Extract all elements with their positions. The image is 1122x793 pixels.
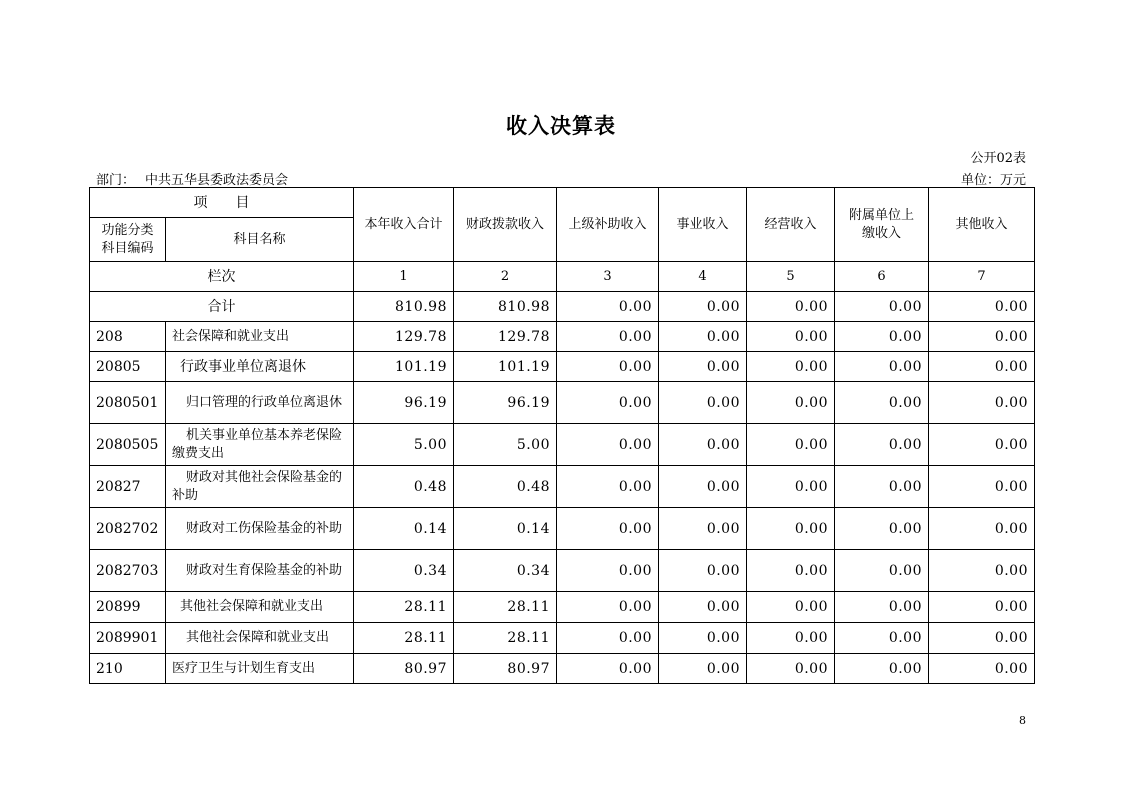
- row-value: 0.00: [659, 466, 747, 508]
- row-value: 5.00: [454, 424, 557, 466]
- row-value: 0.00: [929, 592, 1035, 623]
- col-number: 3: [557, 262, 659, 292]
- row-value: 0.00: [835, 466, 929, 508]
- total-value: 0.00: [835, 292, 929, 322]
- row-value: 0.00: [835, 592, 929, 623]
- col-number: 2: [454, 262, 557, 292]
- row-value: 28.11: [354, 592, 454, 623]
- row-value: 0.00: [929, 322, 1035, 352]
- row-value: 0.00: [659, 322, 747, 352]
- row-value: 0.00: [557, 592, 659, 623]
- department-line: [96, 169, 298, 188]
- row-value: 28.11: [454, 623, 557, 654]
- row-value: 0.14: [354, 508, 454, 550]
- row-name: 医疗卫生与计划生育支出: [166, 654, 354, 684]
- row-value: 0.00: [557, 352, 659, 382]
- row-value: 0.14: [454, 508, 557, 550]
- row-value: 28.11: [354, 623, 454, 654]
- row-value: 0.00: [747, 508, 835, 550]
- row-value: 0.00: [557, 654, 659, 684]
- row-value: 0.00: [835, 382, 929, 424]
- row-code: 210: [90, 654, 166, 684]
- table-row: [90, 592, 1035, 623]
- row-value: 0.00: [929, 424, 1035, 466]
- row-value: 0.00: [747, 466, 835, 508]
- row-value: 101.19: [354, 352, 454, 382]
- row-value: 0.00: [747, 654, 835, 684]
- table-row: [90, 466, 1035, 508]
- row-value: 0.00: [659, 424, 747, 466]
- row-value: 129.78: [454, 322, 557, 352]
- total-value: 0.00: [557, 292, 659, 322]
- row-code: 20899: [90, 592, 166, 623]
- row-value: 0.00: [557, 424, 659, 466]
- row-value: 0.00: [929, 466, 1035, 508]
- table-row: [90, 352, 1035, 382]
- total-value: 810.98: [354, 292, 454, 322]
- row-code: 2080505: [90, 424, 166, 466]
- column-index-row: [90, 262, 1035, 292]
- header-item: 项 目: [90, 188, 354, 218]
- col-number: 4: [659, 262, 747, 292]
- row-value: 0.00: [835, 654, 929, 684]
- row-value: 0.00: [835, 623, 929, 654]
- row-name: 财政对工伤保险基金的补助: [166, 508, 354, 550]
- row-value: 0.00: [929, 550, 1035, 592]
- row-value: 0.00: [835, 550, 929, 592]
- header-col-1: 本年收入合计: [354, 188, 454, 262]
- total-value: 0.00: [659, 292, 747, 322]
- row-value: 80.97: [354, 654, 454, 684]
- row-code: 2089901: [90, 623, 166, 654]
- row-value: 0.00: [747, 352, 835, 382]
- row-value: 0.00: [835, 424, 929, 466]
- row-value: 0.00: [747, 550, 835, 592]
- row-value: 0.00: [659, 382, 747, 424]
- total-label: 合计: [90, 292, 354, 322]
- col-number: 7: [929, 262, 1035, 292]
- row-value: 0.00: [659, 550, 747, 592]
- page-title: 收入决算表: [506, 113, 616, 138]
- col-number: 1: [354, 262, 454, 292]
- row-value: 0.00: [747, 322, 835, 352]
- form-number: 公开02表: [970, 151, 1026, 166]
- row-name: 机关事业单位基本养老保险缴费支出: [166, 424, 354, 466]
- row-value: 0.00: [929, 654, 1035, 684]
- row-value: 0.00: [659, 352, 747, 382]
- row-value: 0.00: [659, 623, 747, 654]
- row-value: 0.00: [557, 466, 659, 508]
- table-row: [90, 508, 1035, 550]
- row-value: 0.48: [454, 466, 557, 508]
- income-table: [89, 187, 1035, 684]
- row-value: 0.00: [929, 508, 1035, 550]
- row-value: 0.00: [929, 382, 1035, 424]
- row-value: 0.00: [557, 322, 659, 352]
- row-value: 0.00: [659, 592, 747, 623]
- header-col-5: 经营收入: [747, 188, 835, 262]
- total-value: 0.00: [929, 292, 1035, 322]
- department-name: 中共五华县委政法委员会: [145, 173, 289, 188]
- header-row-1: [90, 188, 1035, 218]
- row-value: 0.00: [835, 352, 929, 382]
- header-name: 科目名称: [166, 218, 354, 262]
- row-value: 0.34: [354, 550, 454, 592]
- row-value: 0.00: [557, 508, 659, 550]
- header-col-4: 事业收入: [659, 188, 747, 262]
- row-value: 0.00: [747, 424, 835, 466]
- department-label: 部门：: [96, 173, 136, 188]
- row-value: 0.00: [659, 654, 747, 684]
- table-row: [90, 322, 1035, 352]
- table-row: [90, 424, 1035, 466]
- total-value: 0.00: [747, 292, 835, 322]
- row-name: 其他社会保障和就业支出: [166, 623, 354, 654]
- total-row: [90, 292, 1035, 322]
- row-value: 0.00: [835, 322, 929, 352]
- row-value: 0.00: [557, 550, 659, 592]
- row-value: 0.00: [929, 352, 1035, 382]
- header-col-6: 附属单位上缴收入: [835, 188, 929, 262]
- row-value: 0.00: [929, 623, 1035, 654]
- row-name: 财政对生育保险基金的补助: [166, 550, 354, 592]
- row-code: 20827: [90, 466, 166, 508]
- row-value: 0.00: [747, 592, 835, 623]
- header-col-3: 上级补助收入: [557, 188, 659, 262]
- row-value: 0.00: [747, 382, 835, 424]
- total-value: 810.98: [454, 292, 557, 322]
- unit-label: 单位：万元: [960, 173, 1026, 188]
- row-value: 96.19: [454, 382, 557, 424]
- data-rows: [90, 322, 1035, 684]
- table-row: [90, 654, 1035, 684]
- col-number: 6: [835, 262, 929, 292]
- row-value: 129.78: [354, 322, 454, 352]
- row-name: 社会保障和就业支出: [166, 322, 354, 352]
- page-number: 8: [1019, 714, 1026, 727]
- row-name: 财政对其他社会保险基金的补助: [166, 466, 354, 508]
- row-value: 80.97: [454, 654, 557, 684]
- row-value: 0.00: [659, 508, 747, 550]
- row-code: 2080501: [90, 382, 166, 424]
- col-number: 5: [747, 262, 835, 292]
- header-col-7: 其他收入: [929, 188, 1035, 262]
- table-row: [90, 550, 1035, 592]
- row-name: 其他社会保障和就业支出: [166, 592, 354, 623]
- table-row: [90, 382, 1035, 424]
- row-value: 101.19: [454, 352, 557, 382]
- row-value: 0.48: [354, 466, 454, 508]
- row-value: 0.00: [557, 623, 659, 654]
- row-value: 0.34: [454, 550, 557, 592]
- row-value: 28.11: [454, 592, 557, 623]
- row-value: 5.00: [354, 424, 454, 466]
- row-value: 96.19: [354, 382, 454, 424]
- row-index-label: 栏次: [90, 262, 354, 292]
- header-code: 功能分类科目编码: [90, 218, 166, 262]
- row-value: 0.00: [557, 382, 659, 424]
- row-name: 归口管理的行政单位离退休: [166, 382, 354, 424]
- row-value: 0.00: [747, 623, 835, 654]
- row-value: 0.00: [835, 508, 929, 550]
- row-code: 2082703: [90, 550, 166, 592]
- header-col-2: 财政拨款收入: [454, 188, 557, 262]
- row-code: 2082702: [90, 508, 166, 550]
- table-row: [90, 623, 1035, 654]
- row-name: 行政事业单位离退休: [166, 352, 354, 382]
- row-code: 20805: [90, 352, 166, 382]
- row-code: 208: [90, 322, 166, 352]
